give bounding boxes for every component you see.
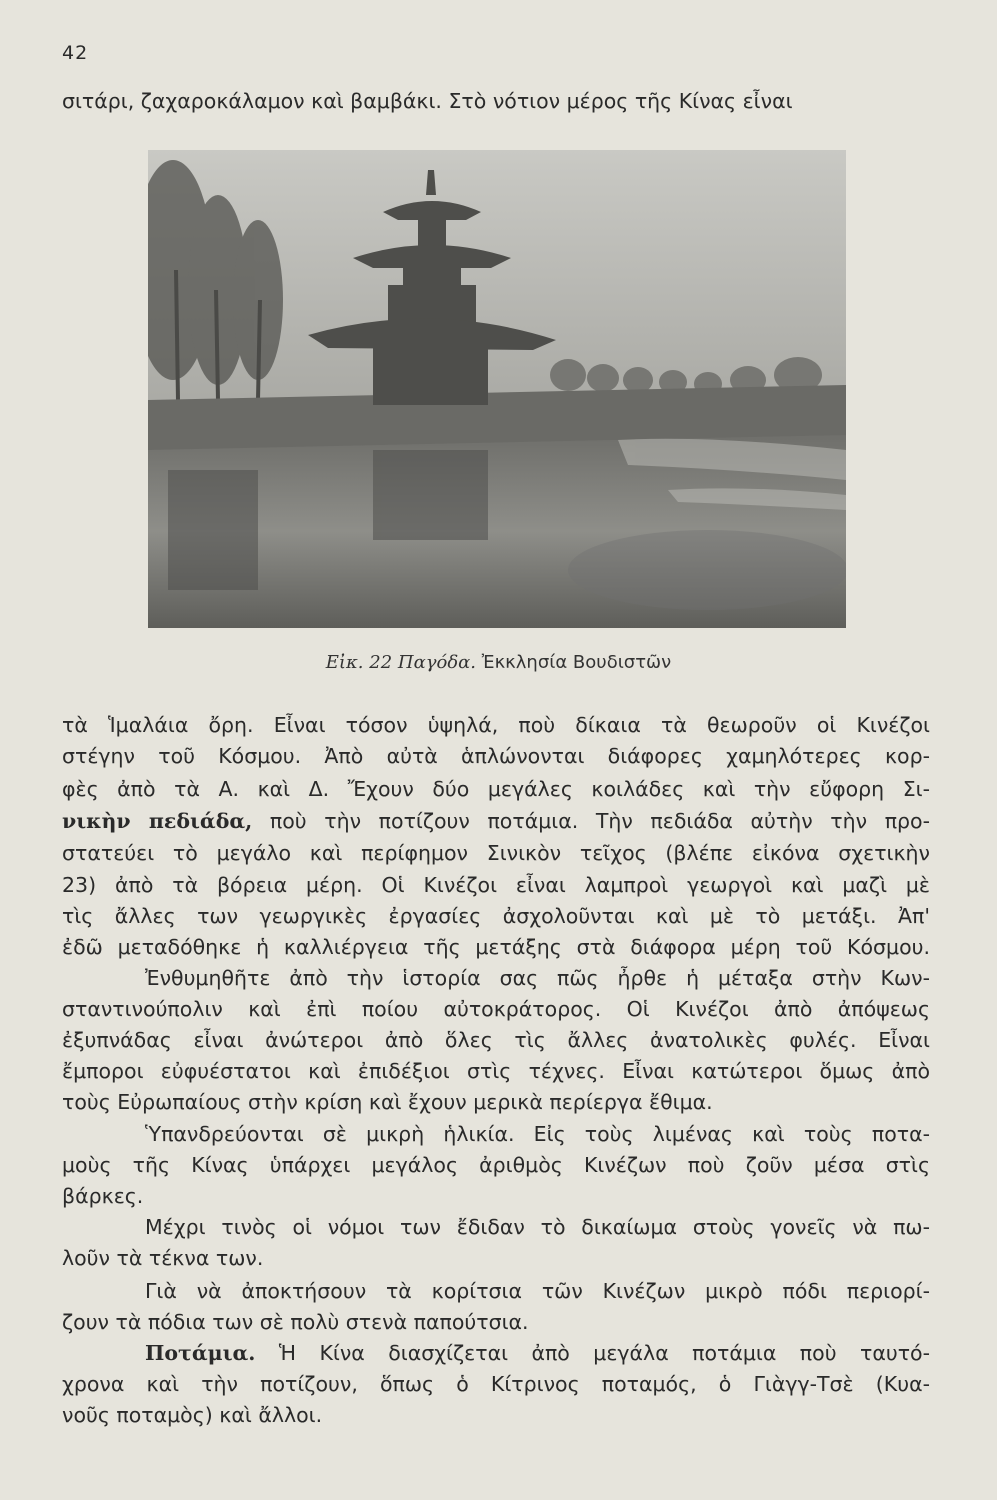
text-line: χρονα καὶ τὴν ποτίζουν, ὅπως ὁ Κίτρινος ποταμός, ὁ Γιὰγγ-Τσὲ (Κυα- [62,1372,930,1396]
text-line: στατεύει τὸ μεγάλο καὶ περίφημον Σινικὸν τεῖχος (βλέπε εἰκόνα σχετικὴν [62,841,930,865]
text-line: σιτάρι, ζαχαροκάλαμον καὶ βαμβάκι. Στὸ νότιον μέρος τῆς Κίνας εἶναι [62,89,793,113]
text-line: μοὺς τῆς Κίνας ὑπάρχει μεγάλος ἀριθμὸς Κινέζων ποὺ ζοῦν μέσα στὶς [62,1153,930,1177]
text-line: στέγην τοῦ Κόσμου. Ἀπὸ αὐτὰ ἁπλώνονται διάφορες χαμηλότερες κορ- [62,744,930,768]
pagoda-photo-illustration [148,150,846,628]
text-line: τὶς ἄλλες των γεωργικὲς ἐργασίες ἀσχολοῦνται καὶ μὲ τὸ μετάξι. Ἀπ' [62,904,930,928]
text-line: Μέχρι τινὸς οἱ νόμοι των ἔδιδαν τὸ δικαίωμα στοὺς γονεῖς νὰ πω- [145,1215,930,1239]
pagoda-photo [148,150,846,628]
text-line: ἐδῶ μεταδόθηκε ἡ καλλιέργεια τῆς μετάξης στὰ διάφορα μέρη τοῦ Κόσμου. [62,935,930,959]
text-line: ἐξυπνάδας εἶναι ἀνώτεροι ἀπὸ ὅλες τὶς ἄλλες ἀνατολικὲς φυλές. Εἶναι [62,1028,930,1052]
text-line: λοῦν τὰ τέκνα των. [62,1246,264,1270]
page-number: 42 [62,42,89,64]
figure-caption-text: Ἐκκλησία Βουδιστῶν [481,652,672,673]
text-line: τὰ Ἱμαλάια ὄρη. Εἶναι τόσον ὑψηλά, ποὺ δίκαια τὰ θεωροῦν οἱ Κινέζοι [62,713,930,737]
text-line: Ποτάμια. Ἡ Κίνα διασχίζεται ἀπὸ μεγάλα ποτάμια ποὺ ταυτό- [145,1341,930,1365]
text-line: βάρκες. [62,1184,144,1208]
text-line: νοῦς ποταμὸς) καὶ ἄλλοι. [62,1403,323,1427]
text-line: τοὺς Εὐρωπαίους στὴν κρίση καὶ ἔχουν μερικὰ περίεργα ἔθιμα. [62,1090,713,1114]
text-line: Ὑπανδρεύονται σὲ μικρὴ ἡλικία. Εἰς τοὺς λιμένας καὶ τοὺς ποτα- [145,1122,930,1146]
text-line: ζουν τὰ πόδια των σὲ πολὺ στενὰ παπούτσια. [62,1310,529,1334]
text-line: ἔμποροι εὐφυέστατοι καὶ ἐπιδέξιοι στὶς τέχνες. Εἶναι κατώτεροι ὅμως ἀπὸ [62,1059,930,1083]
text-line: Ἐνθυμηθῆτε ἀπὸ τὴν ἱστορία σας πῶς ἦρθε ἡ μέταξα στὴν Κων- [145,966,930,990]
text-line: σταντινούπολιν καὶ ἐπὶ ποίου αὐτοκράτορος. Οἱ Κινέζοι ἀπὸ ἀπόψεως [62,997,930,1021]
text-line: 23) ἀπὸ τὰ βόρεια μέρη. Οἱ Κινέζοι εἶναι λαμπροὶ γεωργοὶ καὶ μαζὶ μὲ [62,873,930,897]
figure-caption [0,652,997,673]
text-line: νικὴν πεδιάδα, ποὺ τὴν ποτίζουν ποτάμια. Τὴν πεδιάδα αὐτὴν τὴν προ- [62,809,930,833]
text-line: Γιὰ νὰ ἀποκτήσουν τὰ κορίτσια τῶν Κινέζων μικρὸ πόδι περιορί- [145,1279,930,1303]
figure-caption-label: Εἰκ. 22 Παγόδα. [325,652,477,673]
bold-term: νικὴν πεδιάδα, [62,809,253,833]
text-line: φὲς ἀπὸ τὰ Α. καὶ Δ. Ἔχουν δύο μεγάλες κοιλάδες καὶ τὴν εὔφορη Σι- [62,777,930,801]
section-heading: Ποτάμια. [145,1341,256,1365]
